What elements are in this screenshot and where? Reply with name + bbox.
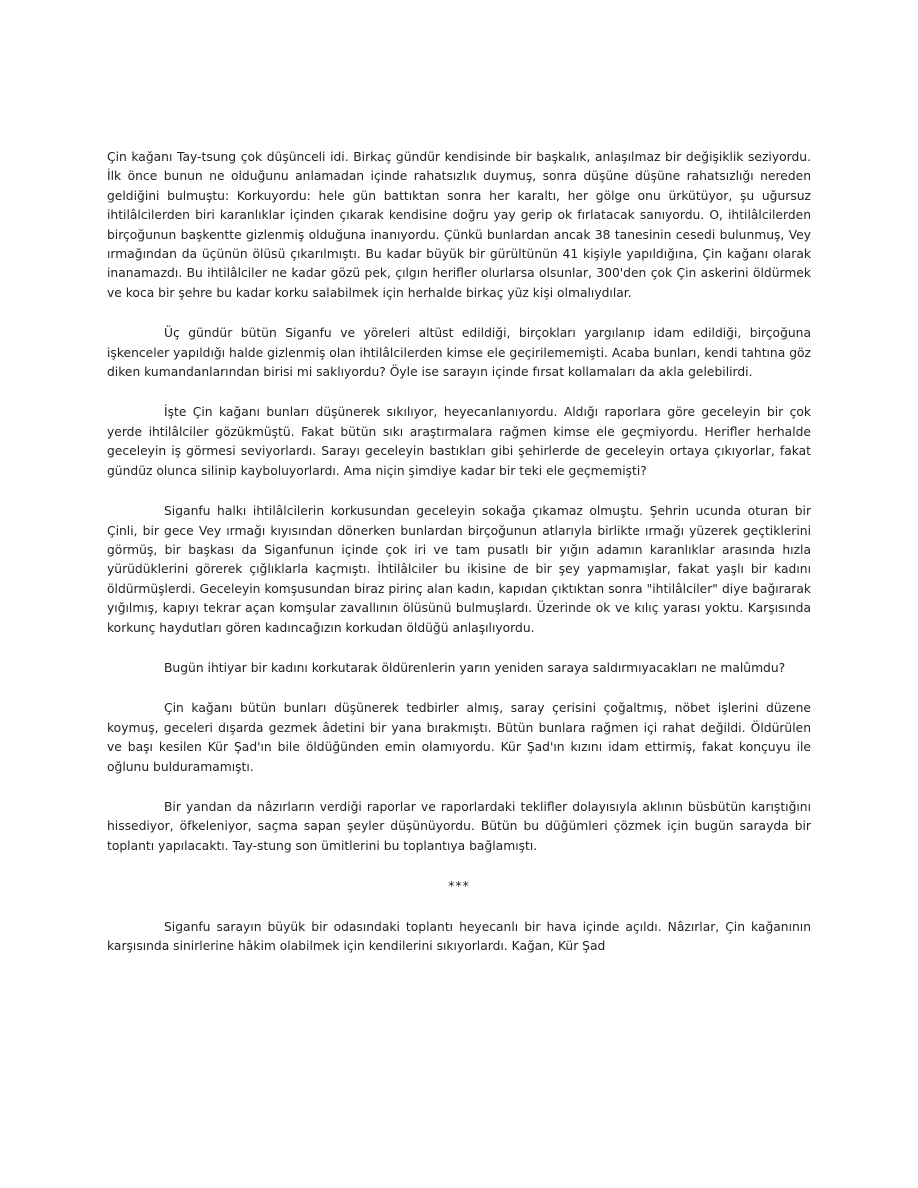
paragraph-4: Siganfu halkı ihtilâlcilerin korkusundan geceleyin sokağa çıkamaz olmuştu. Şehrin ucunda oturan bir Çinli, bir gece Vey ırmağı kıyısından dönerken bunlardan birçoğunun atlarıyla birlikte ırmağı yüzerek geçtiklerini görmüş, bir başkası da Siganfunun içinde çok iri ve tam pusatlı bir yığın adamın karanlıklar arasında hızla yürüdüklerini görerek çığlıklarla kaçmıştı. İhtilâlciler bu ikisine de bir şey yapmamışlar, fakat yaşlı bir kadını öldürmüşlerdi. Geceleyin komşusundan biraz pirinç alan kadın, kapıdan çıktıktan sonra "ihtilâlciler" diye bağırarak yığılmış, kapıyı tekrar açan komşular zavallının ölüsünü bulmuşlardı. Üzerinde ok ve kılıç yarası yoktu. Karşısında korkunç haydutları gören kadıncağızın korkudan öldüğü anlaşılıyordu.: [107, 504, 811, 635]
section-separator: ***: [448, 879, 470, 894]
paragraph-5: Bugün ihtiyar bir kadını korkutarak öldürenlerin yarın yeniden saraya saldırmıyacakları ne malûmdu?: [164, 660, 786, 675]
closing-paragraph: Siganfu sarayın büyük bir odasındaki toplantı heyecanlı bir hava içinde açıldı. Nâzırlar, Çin kağanının karşısında sinirlerine hâkim olabilmek için kendilerini sıkıyorlardı. Kağan, Kür Şad: [107, 919, 811, 953]
document-page: [107, 148, 811, 977]
paragraph-3: İşte Çin kağanı bunları düşünerek sıkılıyor, heyecanlanıyordu. Aldığı raporlara göre geceleyin bir çok yerde ihtilâlciler gözükmüştü. Fakat bütün sıkı araştırmalara rağmen kimse ele geçmiyordu. Herifler herhalde geceleyin iş görmesi seviyorlardı. Sarayı geceleyin bastıkları gibi şehirlerde de geceleyin ortaya çıkıyorlar, fakat gündüz olunca silinip kayboluyorlardı. Ama niçin şimdiye kadar bir teki ele geçmemişti?: [107, 405, 811, 478]
paragraph-7: Bir yandan da nâzırların verdiği raporlar ve raporlardaki teklifler dolayısıyla aklının büsbütün karıştığını hissediyor, öfkeleniyor, saçma sapan şeyler düşünüyordu. Bütün bu düğümleri çözmek için bugün sarayda bir toplantı yapılacaktı. Tay-stung son ümitlerini bu toplantıya bağlamıştı.: [107, 799, 811, 853]
paragraph-6: Çin kağanı bütün bunları düşünerek tedbirler almış, saray çerisini çoğaltmış, nöbet işlerini düzene koymuş, geceleri dışarda gezmek âdetini bir yana bırakmıştı. Bütün bunlara rağmen içi rahat değildi. Öldürülen ve başı kesilen Kür Şad'ın bile öldüğünden emin olamıyordu. Kür Şad'ın kızını idam ettirmiş, fakat konçuyu ile oğlunu bulduramamıştı.: [107, 701, 811, 774]
paragraph-2: Üç gündür bütün Siganfu ve yöreleri altüst edildiği, birçokları yargılanıp idam edildiği, birçoğuna işkenceler yapıldığı halde gizlenmiş olan ihtilâlcilerden kimse ele geçirilememişti. Acaba bunları, kendi tahtına göz diken kumandanlarından birisi mi saklıyordu? Öyle ise sarayın içinde fırsat kollamaları da akla gelebilirdi.: [107, 326, 811, 380]
paragraph-1: Çin kağanı Tay-tsung çok düşünceli idi. Birkaç gündür kendisinde bir başkalık, anlaşılmaz bir değişiklik seziyordu. İlk önce bunun ne olduğunu anlamadan içinde rahatsızlık duymuş, sonra düşüne düşüne rahatsızlığı nereden geldiğini bulmuştu: Korkuyordu: hele gün battıktan sonra her karaltı, her gölge onu ürkütüyor, şu uğursuz ihtilâlcilerden biri karanlıklar içinden çıkarak kendisine doğru yay gerip ok fırlatacak sanıyordu. O, ihtilâlcilerden birçoğunun başkentte gizlenmiş olduğuna inanıyordu. Çünkü bunlardan ancak 38 tanesinin cesedi bulunmuş, Vey ırmağından da üçünün ölüsü çıkarılmıştı. Bu kadar büyük bir gürültünün 41 kişiyle yapıldığına, Çin kağanı olarak inanamazdı. Bu ihtilâlciler ne kadar gözü pek, çılgın herifler olurlarsa olsunlar, 300'den çok Çin askerini öldürmek ve koca bir şehre bu kadar korku salabilmek için herhalde birkaç yüz kişi olmalıydılar.: [107, 150, 811, 300]
